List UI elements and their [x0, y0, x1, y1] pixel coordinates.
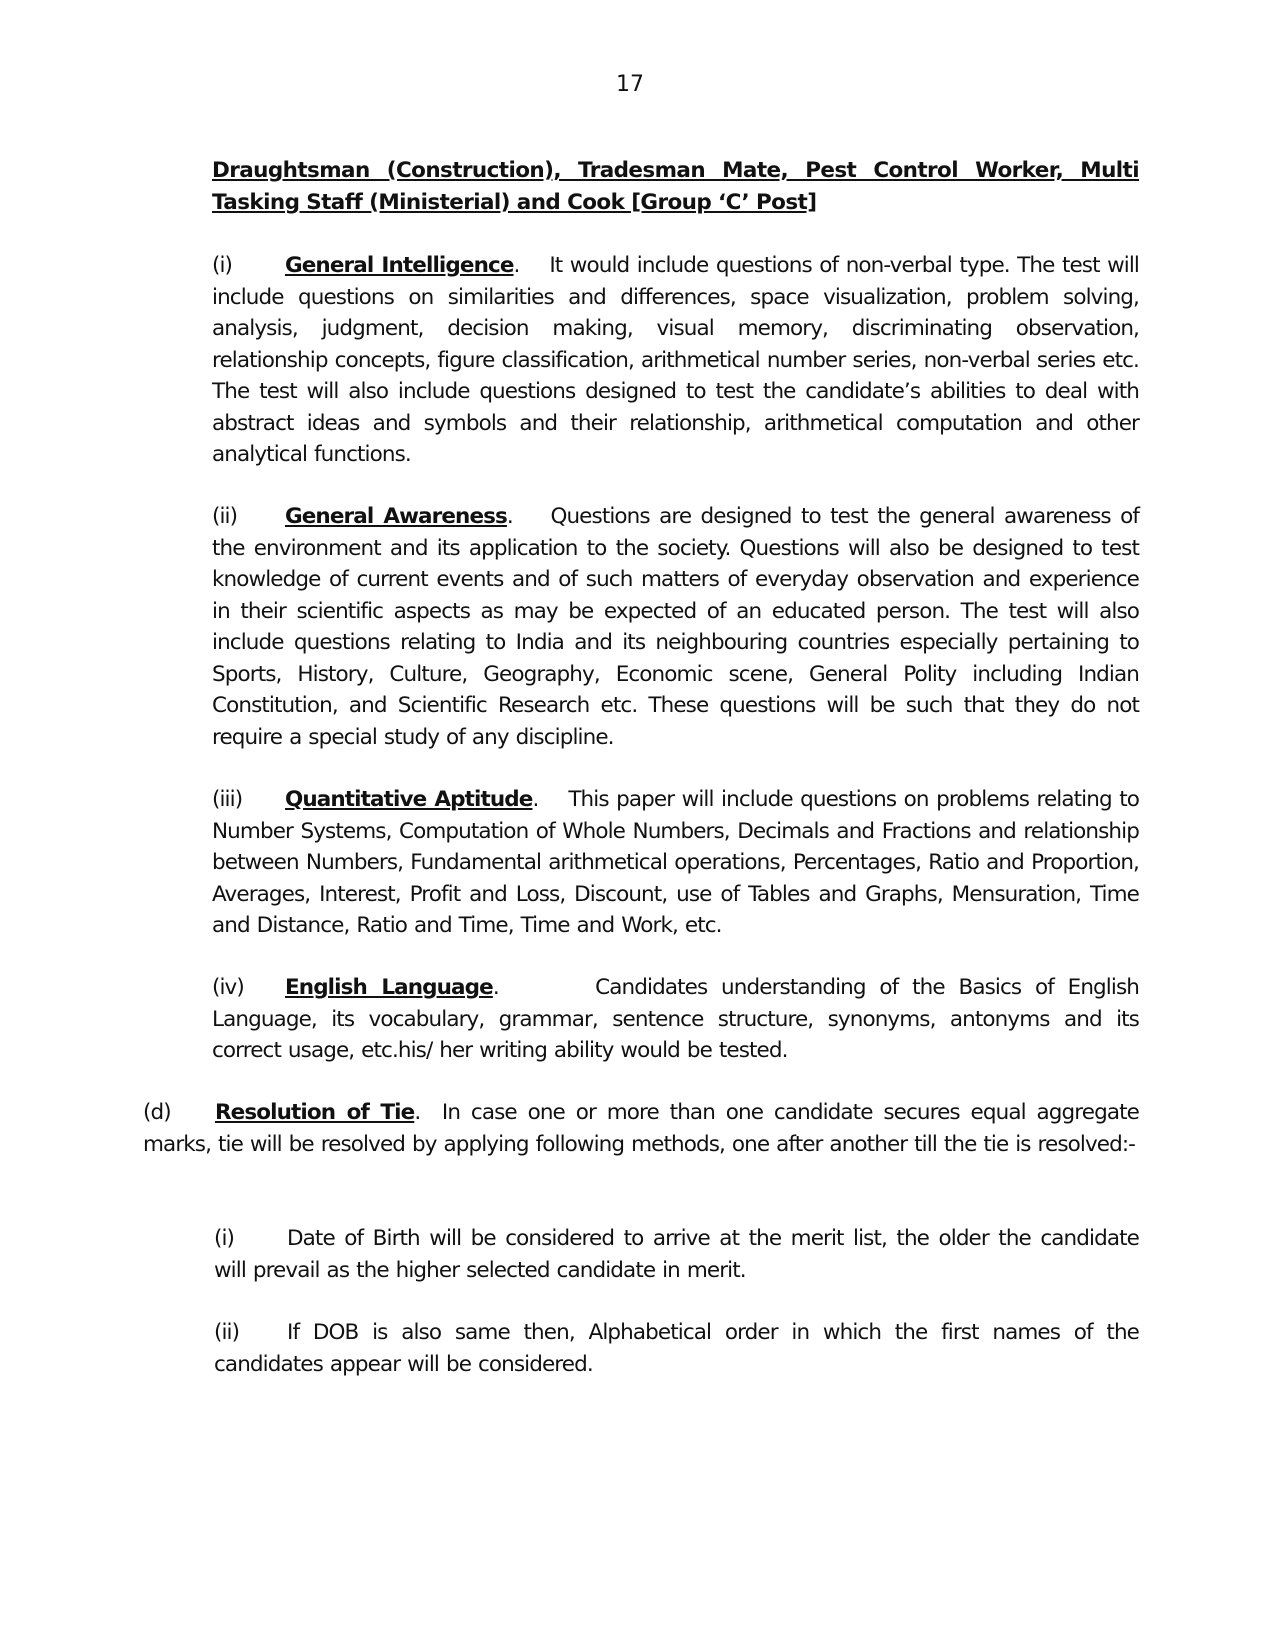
term-english-language: English Language	[285, 975, 493, 1000]
item-text: It would include questions of non-verbal type. The test will include questions on similarities and differences, space visualization, problem solving, analysis, judgment, decision making, visual memory, discriminating observation, relationship concepts, figure classification, arithmetical number series, non-verbal series etc. The test will also include questions designed to test the candidate’s abilities to deal with abstract ideas and symbols and their relationship, arithmetical computation and other analytical functions.	[212, 253, 1140, 467]
page-number: 17	[616, 72, 644, 97]
term-resolution-of-tie: Resolution of Tie	[215, 1100, 415, 1125]
item-label: (d)	[143, 1100, 171, 1125]
paragraph-english-language: (iv) English Language. Candidates understanding of the Basics of English Language, its vocabulary, grammar, sentence structure, synonyms, antonyms and its correct usage, etc.his/ her writing ability would be tested.	[212, 972, 1139, 1067]
section-heading	[212, 155, 1139, 218]
term-general-awareness: General Awareness	[285, 504, 507, 529]
paragraph-quantitative-aptitude: (iii) Quantitative Aptitude. This paper will include questions on problems relating to Number Systems, Computation of Whole Numbers, Decimals and Fractions and relationship between Numbers, Fundamental arithmetical operations, Percentages, Ratio and Proportion, Averages, Interest, Profit and Loss, Discount, use of Tables and Graphs, Mensuration, Time and Distance, Ratio and Time, Time and Work, etc.	[212, 784, 1139, 942]
tie-method-1	[214, 1223, 1139, 1286]
paragraph-general-intelligence: (i) General Intelligence. It would include questions of non-verbal type. The test will include questions on similarities and differences, space visualization, problem solving, analysis, judgment, decision making, visual memory, discriminating observation, relationship concepts, figure classification, arithmetical number series, non-verbal series etc. The test will also include questions designed to test the candidate’s abilities to deal with abstract ideas and symbols and their relationship, arithmetical computation and other analytical functions.	[212, 250, 1139, 471]
heading-line-1: Draughtsman (Construction), Tradesman Mate, Pest Control Worker, Multi	[212, 158, 1139, 183]
paragraph-general-awareness: (ii) General Awareness. Questions are designed to test the general awareness of the environment and its application to the society. Questions will also be designed to test knowledge of current events and of such matters of everyday observation and experience in their scientific aspects as may be expected of an educated person. The test will also include questions relating to India and its neighbouring countries especially pertaining to Sports, History, Culture, Geography, Economic scene, General Polity including Indian Constitution, and Scientific Research etc. These questions will be such that they do not require a special study of any discipline.	[212, 501, 1139, 753]
tie-method-2	[214, 1317, 1139, 1380]
term-general-intelligence: General Intelligence	[285, 253, 514, 278]
item-label: (iv)	[212, 975, 244, 1000]
item-label: (i)	[214, 1226, 235, 1251]
item-text: If DOB is also same then, Alphabetical order in which the first names of the candidates appear will be considered.	[214, 1320, 1139, 1377]
item-label: (ii)	[214, 1320, 240, 1345]
item-label: (iii)	[212, 787, 243, 812]
item-text: Date of Birth will be considered to arrive at the merit list, the older the candidate will prevail as the higher selected candidate in merit.	[214, 1226, 1139, 1283]
item-text: Candidates understanding of the Basics of English Language, its vocabulary, grammar, sentence structure, synonyms, antonyms and its correct usage, etc.his/ her writing ability would be tested.	[212, 975, 1139, 1063]
term-quantitative-aptitude: Quantitative Aptitude	[285, 787, 533, 812]
item-label: (ii)	[212, 504, 238, 529]
item-text: Questions are designed to test the general awareness of the environment and its application to the society. Questions will also be designed to test knowledge of current events and of such matters of everyday observation and experience in their scientific aspects as may be expected of an educated person. The test will also include questions relating to India and its neighbouring countries especially pertaining to Sports, History, Culture, Geography, Economic scene, General Polity including Indian Constitution, and Scientific Research etc. These questions will be such that they do not require a special study of any discipline.	[212, 504, 1139, 750]
heading-line-2: Tasking Staff (Ministerial) and Cook [Group ‘C’ Post]	[212, 189, 817, 215]
item-text: In case one or more than one candidate secures equal aggregate marks, tie will be resolved by applying following methods, one after another till the tie is resolved:-	[143, 1100, 1139, 1157]
paragraph-resolution-of-tie: (d) Resolution of Tie. In case one or more than one candidate secures equal aggregate marks, tie will be resolved by applying following methods, one after another till the tie is resolved:-	[143, 1097, 1139, 1160]
item-text: This paper will include questions on problems relating to Number Systems, Computation of Whole Numbers, Decimals and Fractions and relationship between Numbers, Fundamental arithmetical operations, Percentages, Ratio and Proportion, Averages, Interest, Profit and Loss, Discount, use of Tables and Graphs, Mensuration, Time and Distance, Ratio and Time, Time and Work, etc.	[212, 787, 1140, 938]
item-label: (i)	[212, 253, 233, 278]
